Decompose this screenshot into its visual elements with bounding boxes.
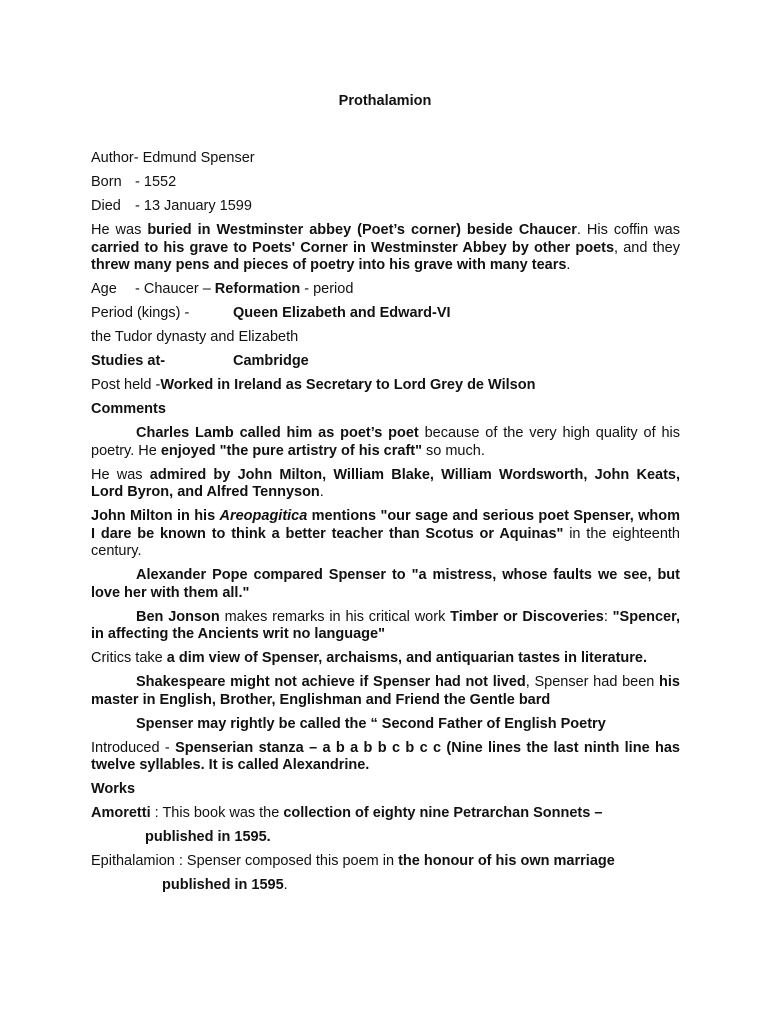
epithalamion-published-end: . — [283, 877, 288, 893]
critics-bold: a dim view of Spenser, archaisms, and antiquarian tastes in literature. — [166, 650, 648, 666]
second-father-bold: Spenser may rightly be called the “ Second Father of English Poetry — [136, 715, 606, 732]
jonson-text-1: makes remarks in his critical work — [219, 608, 451, 625]
died-value: 13 January 1599 — [143, 198, 252, 214]
age-label: Age — [91, 281, 117, 297]
milton-text-1: in the eighteenth century. — [91, 525, 680, 559]
burial-bold-3: threw many pens and pieces of poetry into his grave with many tears — [91, 257, 567, 273]
amoretti-bold-1: Amoretti — [91, 805, 151, 821]
born-label: Born — [91, 174, 122, 190]
post-line — [91, 377, 680, 395]
burial-paragraph — [91, 222, 680, 275]
jonson-bold-3: "Spencer, in affecting the Ancients writ no language" — [91, 608, 680, 642]
lamb-bold-1: Charles Lamb called him as poet’s poet — [136, 425, 419, 441]
page-title: Prothalamion — [338, 93, 432, 109]
amoretti-text-1: : This book was the — [150, 805, 284, 821]
introduced-label: Introduced - — [91, 739, 176, 756]
introduced-bold: Spenserian stanza – a b a b b c b c c (Nine lines the last ninth line has twelve syllables. It is called Alexandrine. — [91, 739, 680, 773]
works-heading-text: Works — [91, 781, 136, 797]
burial-bold-1: buried in Westminster abbey (Poet’s corner) beside Chaucer — [147, 222, 577, 238]
age-text-1: - Chaucer – — [135, 281, 215, 297]
epithalamion-bold: the honour of his own marriage — [398, 853, 615, 869]
jonson-bold-2: Timber or Discoveries — [450, 608, 604, 625]
shakespeare-bold-2: his master in English, Brother, Englishman and Friend the Gentle bard — [91, 674, 680, 708]
studies-label: Studies at- — [91, 353, 166, 369]
critics-line — [91, 650, 680, 668]
lamb-bold-2: enjoyed "the pure artistry of his craft" — [160, 442, 422, 459]
born-sep: - — [135, 174, 140, 190]
burial-text-2: . His coffin was — [576, 222, 680, 238]
shakespeare-text-1: , Spenser had been — [525, 674, 660, 690]
studies-line — [91, 353, 680, 371]
admired-paragraph — [91, 467, 680, 502]
post-value: Worked in Ireland as Secretary to Lord Grey de Wilson — [160, 377, 536, 393]
lamb-text-2: so much. — [421, 442, 485, 459]
burial-text-4: . — [566, 257, 571, 273]
works-heading — [91, 781, 680, 799]
lamb-text-1: because of the very high quality of his poetry. He — [91, 425, 680, 459]
epithalamion-text-1: Epithalamion : Spenser composed this poem in — [91, 853, 399, 869]
age-bold: Reformation — [214, 281, 301, 297]
jonson-text-2: : — [603, 608, 613, 625]
admired-bold: admired by John Milton, William Blake, William Wordsworth, John Keats, Lord Byron, and Alfred Tennyson — [91, 466, 680, 500]
document-body — [91, 150, 680, 901]
critics-text: Critics take — [91, 650, 167, 666]
died-sep: - — [135, 198, 140, 214]
epithalamion-published-text: published in 1595 — [162, 877, 284, 893]
comments-heading — [91, 401, 680, 419]
shakespeare-paragraph — [91, 674, 680, 709]
admired-text-2: . — [319, 484, 324, 500]
shakespeare-bold-1: Shakespeare might not achieve if Spenser had not lived — [136, 674, 526, 690]
amoretti-published-text: published in 1595. — [145, 829, 271, 845]
burial-bold-2: carried to his grave to Poets' Corner in Westminster Abbey by other poets — [91, 239, 615, 256]
period-value: Queen Elizabeth and Edward-VI — [233, 305, 451, 321]
author-line — [91, 150, 680, 168]
second-father-line — [91, 716, 680, 734]
period-line — [91, 305, 680, 323]
amoretti-line — [91, 805, 680, 823]
introduced-paragraph — [91, 740, 680, 775]
epithalamion-line — [91, 853, 680, 871]
jonson-bold-1: Ben Jonson — [136, 608, 220, 625]
age-text-2: - period — [300, 281, 354, 297]
born-value: 1552 — [143, 174, 177, 190]
lamb-paragraph — [91, 425, 680, 460]
jonson-paragraph — [91, 609, 680, 644]
tudor-line: the Tudor dynasty and Elizabeth — [91, 329, 299, 345]
died-line — [91, 198, 680, 216]
author-label: Author- — [91, 150, 139, 166]
epithalamion-published — [91, 877, 680, 895]
amoretti-bold-2: collection of eighty nine Petrarchan Sonnets – — [283, 805, 603, 821]
admired-text-1: He was — [91, 466, 150, 483]
burial-text-1: He was — [91, 222, 148, 238]
milton-paragraph — [91, 508, 680, 561]
amoretti-published — [91, 829, 680, 847]
post-label: Post held - — [91, 377, 161, 393]
died-label: Died — [91, 198, 121, 214]
milton-bold-1: John Milton in his — [91, 508, 220, 524]
pope-bold: Alexander Pope compared Spenser to "a mistress, whose faults we see, but love her with them all." — [91, 567, 680, 601]
age-line — [91, 281, 680, 299]
milton-bold-2: mentions "our sage and serious poet Spenser, whom I dare be known to think a better teacher than Scotus or Aquinas" — [91, 508, 681, 542]
pope-paragraph — [91, 567, 680, 602]
milton-bold-italic: Areopagitica — [219, 508, 308, 524]
burial-text-3: , and they — [614, 239, 680, 256]
comments-heading-text: Comments — [91, 401, 166, 417]
studies-value: Cambridge — [233, 353, 309, 369]
period-label: Period (kings) - — [91, 305, 190, 321]
author-value: Edmund Spenser — [142, 150, 255, 166]
born-line — [91, 174, 680, 192]
